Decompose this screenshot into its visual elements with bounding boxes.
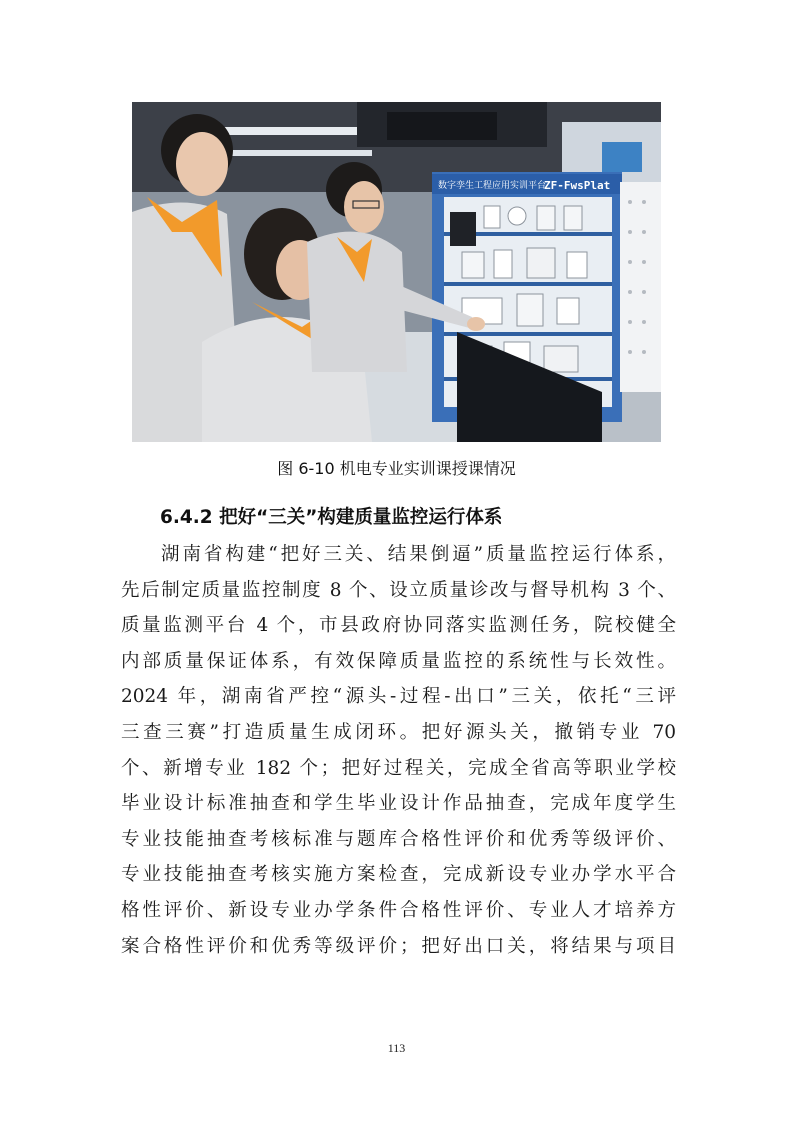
training-photo-illustration: [132, 102, 661, 442]
body-line: 专业技能抽查考核实施方案检查，完成新设专业办学水平合: [121, 864, 676, 886]
body-line: 2024 年，湖南省严控“源头-过程-出口”三关，依托“三评: [121, 686, 676, 708]
body-line: 个、新增专业 182 个；把好过程关，完成全省高等职业学校: [121, 757, 676, 779]
body-line: 湖南省构建“把好三关、结果倒逼”质量监控运行体系，: [161, 544, 676, 565]
body-line: 专业技能抽查考核标准与题库合格性评价和优秀等级评价、: [121, 828, 676, 850]
page-number: 113: [387, 1041, 406, 1055]
panel-title-cn: 数字孪生工程应用实训平台: [438, 181, 547, 191]
body-line: 质量监测平台 4 个，市县政府协同落实监测任务，院校健全: [121, 615, 676, 637]
body-line: 内部质量保证体系，有效保障质量监控的系统性与长效性。: [121, 650, 676, 672]
body-line: 先后制定质量监控制度 8 个、设立质量诊改与督导机构 3 个、: [121, 579, 676, 601]
training-photo: [132, 102, 661, 442]
body-line: 格性评价、新设专业办学条件合格性评价、专业人才培养方: [121, 899, 676, 921]
body-line: 案合格性评价和优秀等级评价；把好出口关，将结果与项目: [121, 935, 676, 957]
section-heading: 6.4.2 把好“三关”构建质量监控运行体系: [160, 507, 503, 528]
figure-caption: 图 6-10 机电专业实训课授课情况: [277, 459, 516, 478]
body-line: 毕业设计标准抽查和学生毕业设计作品抽查，完成年度学生: [121, 793, 676, 815]
body-paragraph: [121, 537, 676, 964]
panel-title-en: ZF-FwsPlat: [544, 179, 611, 192]
body-line: 三查三赛”打造质量生成闭环。把好源头关，撤销专业 70: [121, 721, 676, 743]
